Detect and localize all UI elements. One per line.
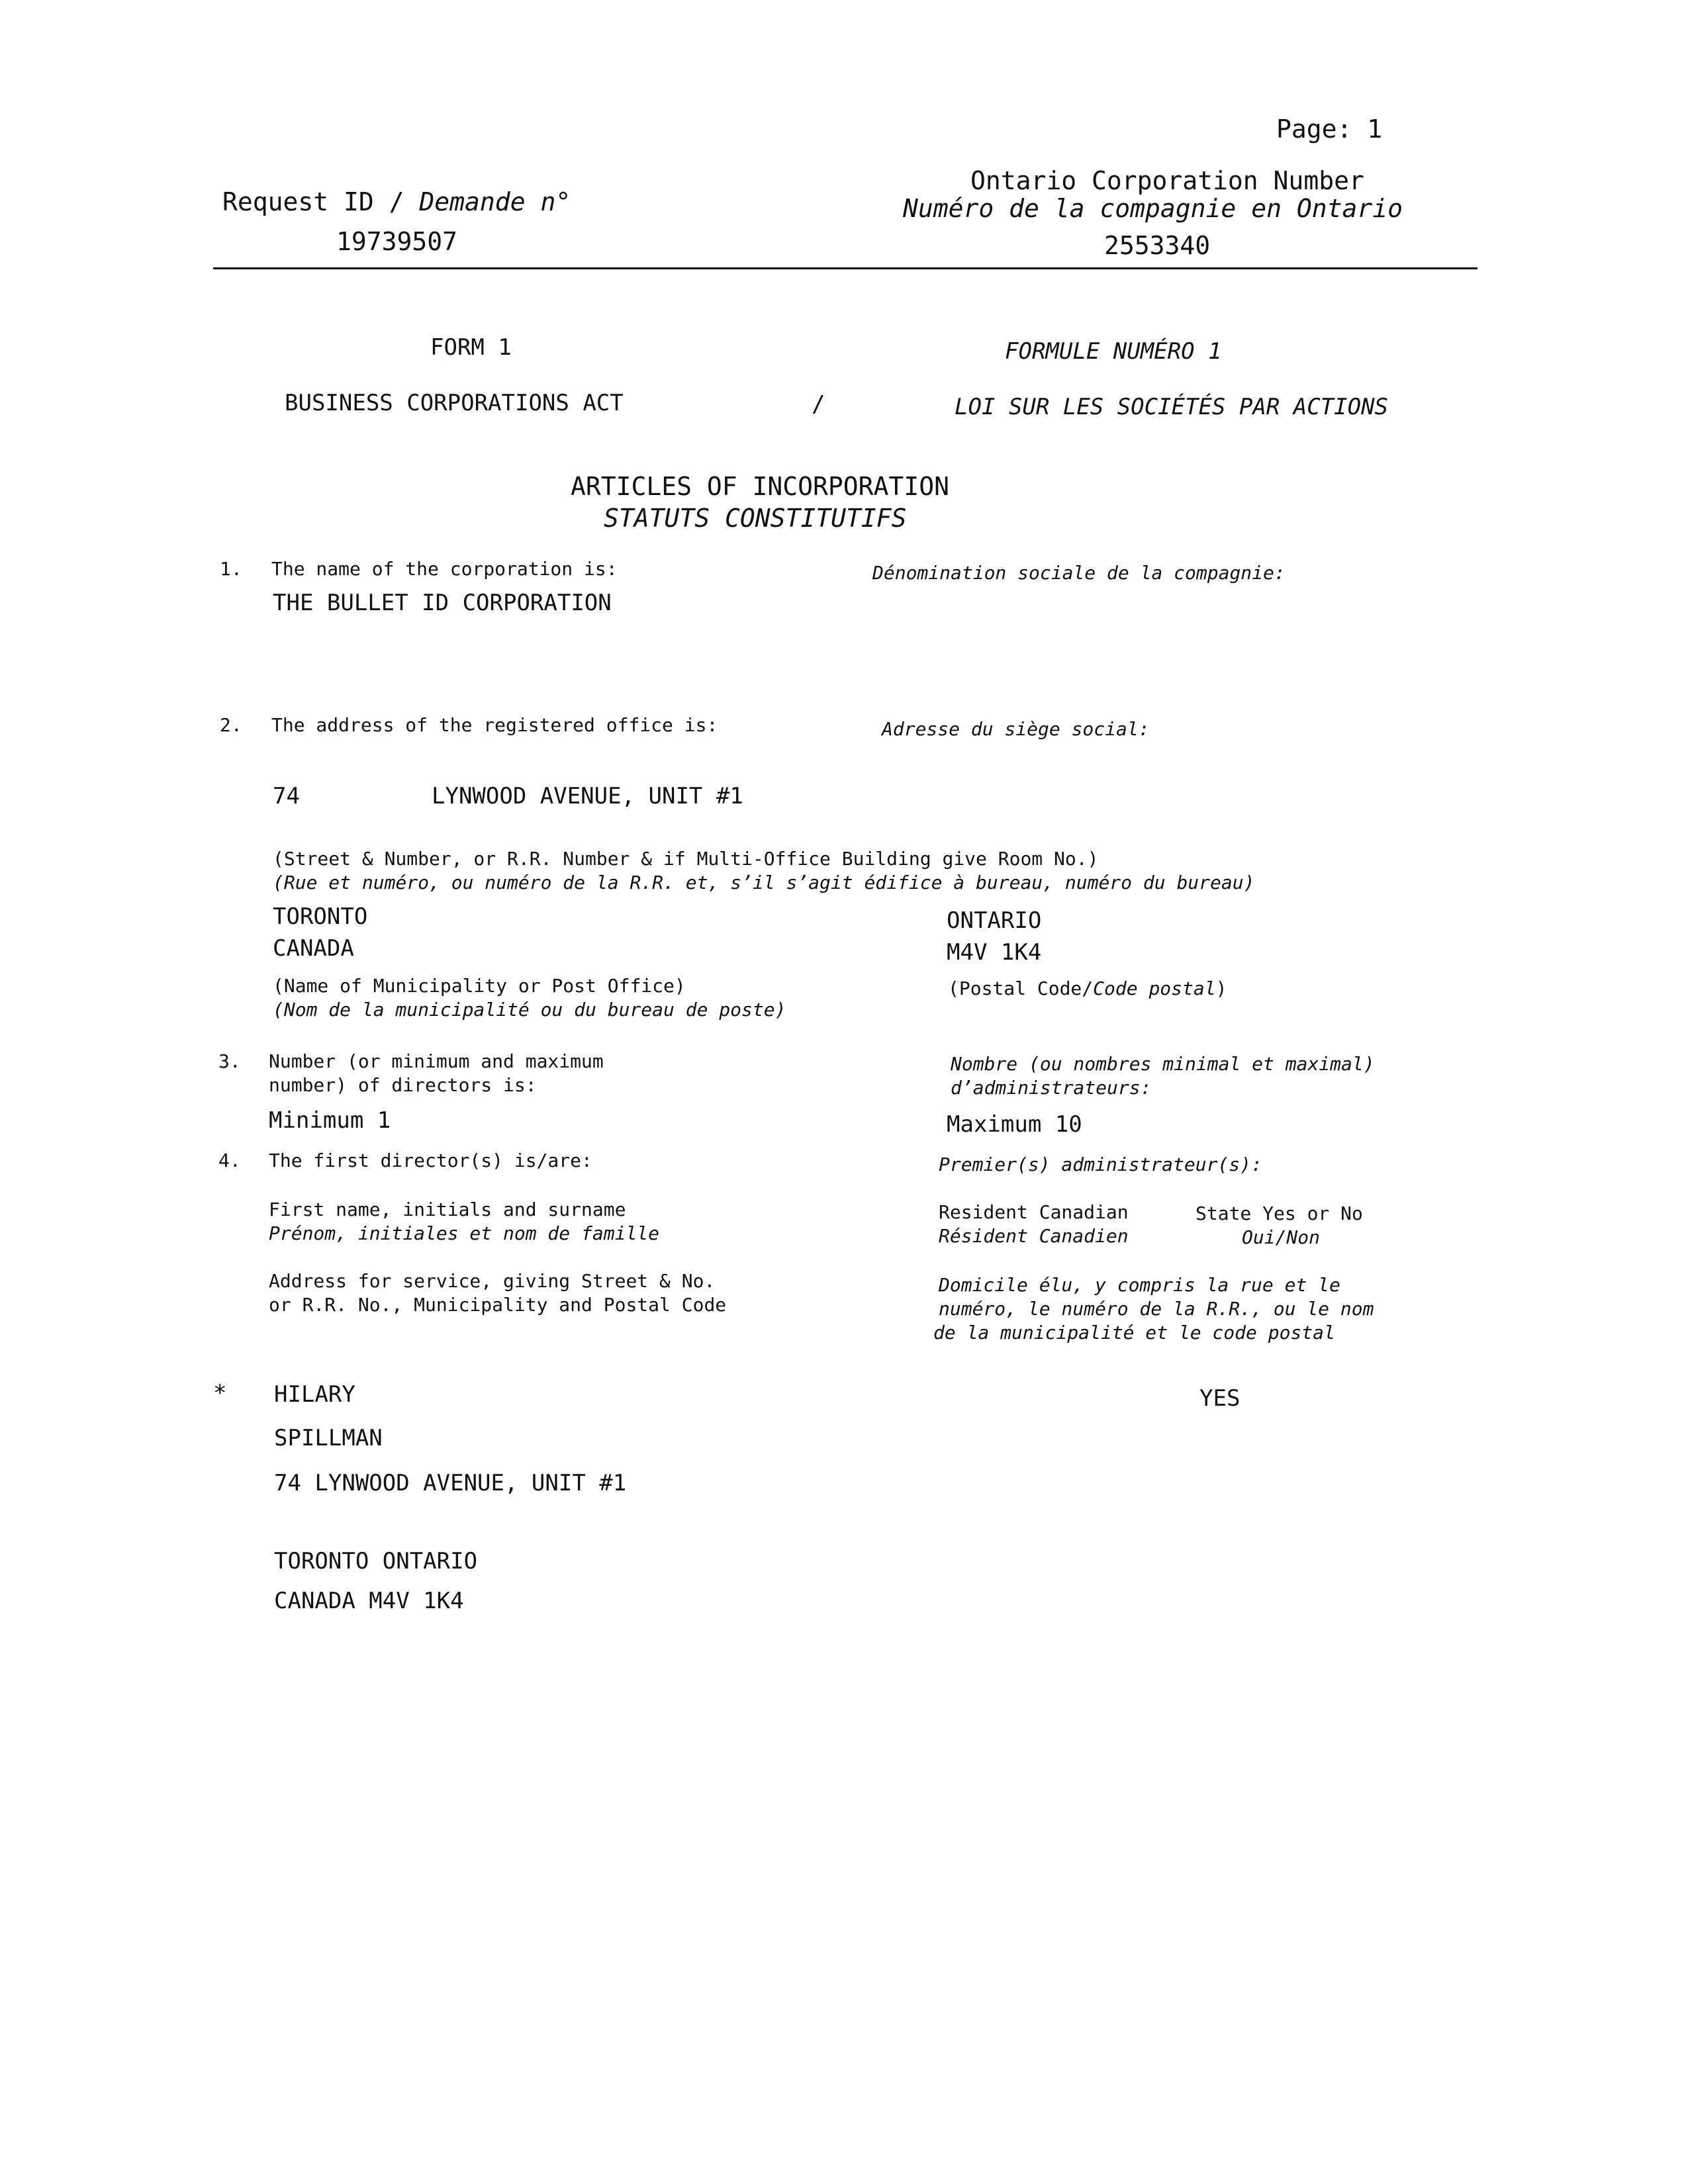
section-2-label-fr: Adresse du siège social:: [882, 718, 1150, 740]
act-name-en: BUSINESS CORPORATIONS ACT: [285, 390, 624, 416]
act-separator: /: [812, 391, 825, 418]
name-label-fr: Prénom, initiales et nom de famille: [269, 1222, 660, 1244]
director-resident-canadian: YES: [1199, 1385, 1241, 1412]
office-postal-code: M4V 1K4: [947, 939, 1042, 966]
postal-note-en: (Postal Code/: [948, 978, 1094, 999]
director-first-name: HILARY: [274, 1381, 355, 1408]
request-id-label: [222, 189, 571, 214]
state-label-en: State Yes or No: [1196, 1203, 1363, 1224]
director-address-line-2: TORONTO ONTARIO: [274, 1548, 478, 1574]
office-city: TORONTO: [273, 903, 368, 930]
corporation-name: THE BULLET ID CORPORATION: [273, 590, 612, 616]
section-4-label-fr: Premier(s) administrateur(s):: [939, 1154, 1262, 1175]
director-address-line-1: 74 LYNWOOD AVENUE, UNIT #1: [274, 1470, 627, 1496]
office-country: CANADA: [273, 935, 354, 962]
address-label-fr-3: de la municipalité et le code postal: [933, 1322, 1335, 1343]
address-label-en-2: or R.R. No., Municipality and Postal Code: [269, 1294, 727, 1316]
section-2-label-en: The address of the registered office is:: [271, 714, 718, 736]
postal-note-fr: Code postal: [1093, 978, 1216, 999]
section-1-number: 1.: [220, 558, 242, 580]
directors-minimum: Minimum 1: [269, 1107, 391, 1134]
office-province: ONTARIO: [947, 907, 1042, 934]
section-3-label-fr-1: Nombre (ou nombres minimal et maximal): [951, 1053, 1375, 1075]
section-4-label-en: The first director(s) is/are:: [269, 1150, 592, 1171]
articles-title-fr: STATUTS CONSTITUTIFS: [604, 504, 907, 533]
office-street: LYNWOOD AVENUE, UNIT #1: [432, 783, 743, 809]
section-3-number: 3.: [218, 1050, 241, 1072]
form-number-fr: FORMULE NUMÉRO 1: [1005, 338, 1222, 365]
director-surname: SPILLMAN: [274, 1425, 383, 1451]
resident-label-en: Resident Canadian: [939, 1201, 1129, 1223]
postal-note-close: ): [1215, 978, 1227, 999]
form-number-en: FORM 1: [430, 334, 512, 361]
section-3-label-fr-2: d’administrateurs:: [951, 1077, 1152, 1099]
street-note-fr: (Rue et numéro, ou numéro de la R.R. et, s’il s’agit édifice à bureau, numéro du bureau): [273, 872, 1255, 893]
section-4-number: 4.: [218, 1150, 241, 1171]
municipality-note-en: (Name of Municipality or Post Office): [273, 975, 686, 997]
request-id-value: 19739507: [336, 227, 458, 256]
request-id-label-en: Request ID /: [222, 187, 420, 216]
director-address-line-3: CANADA M4V 1K4: [274, 1588, 464, 1614]
street-note-en: (Street & Number, or R.R. Number & if Multi-Office Building give Room No.): [273, 848, 1099, 870]
section-2-number: 2.: [220, 714, 242, 736]
municipality-note-fr: (Nom de la municipalité ou du bureau de poste): [273, 999, 786, 1021]
act-name-fr: LOI SUR LES SOCIÉTÉS PAR ACTIONS: [955, 394, 1389, 420]
page-number: Page: 1: [1276, 114, 1383, 144]
resident-label-fr: Résident Canadien: [939, 1225, 1129, 1247]
articles-title-en: ARTICLES OF INCORPORATION: [571, 472, 949, 501]
request-id-label-fr: Demande n°: [419, 187, 571, 216]
corp-number-label: Ontario Corporation Number: [970, 166, 1364, 195]
section-3-label-en-2: number) of directors is:: [269, 1074, 537, 1096]
section-1-label-en: The name of the corporation is:: [271, 558, 618, 580]
address-label-en-1: Address for service, giving Street & No.: [269, 1270, 716, 1292]
state-label-fr: Oui/Non: [1242, 1226, 1321, 1248]
directors-maximum: Maximum 10: [947, 1111, 1082, 1138]
address-label-fr-1: Domicile élu, y compris la rue et le: [939, 1274, 1340, 1296]
postal-note: [948, 979, 1227, 998]
office-street-number: 74: [273, 783, 300, 809]
corp-number-label-fr: Numéro de la compagnie en Ontario: [903, 194, 1403, 223]
section-3-label-en-1: Number (or minimum and maximum: [269, 1050, 604, 1072]
director-asterisk: *: [213, 1380, 227, 1406]
name-label-en: First name, initials and surname: [269, 1199, 626, 1220]
corp-number-value: 2553340: [1104, 231, 1211, 260]
address-label-fr-2: numéro, le numéro de la R.R., ou le nom: [939, 1298, 1374, 1320]
header-divider: [213, 267, 1477, 269]
section-1-label-fr: Dénomination sociale de la compagnie:: [872, 562, 1286, 584]
